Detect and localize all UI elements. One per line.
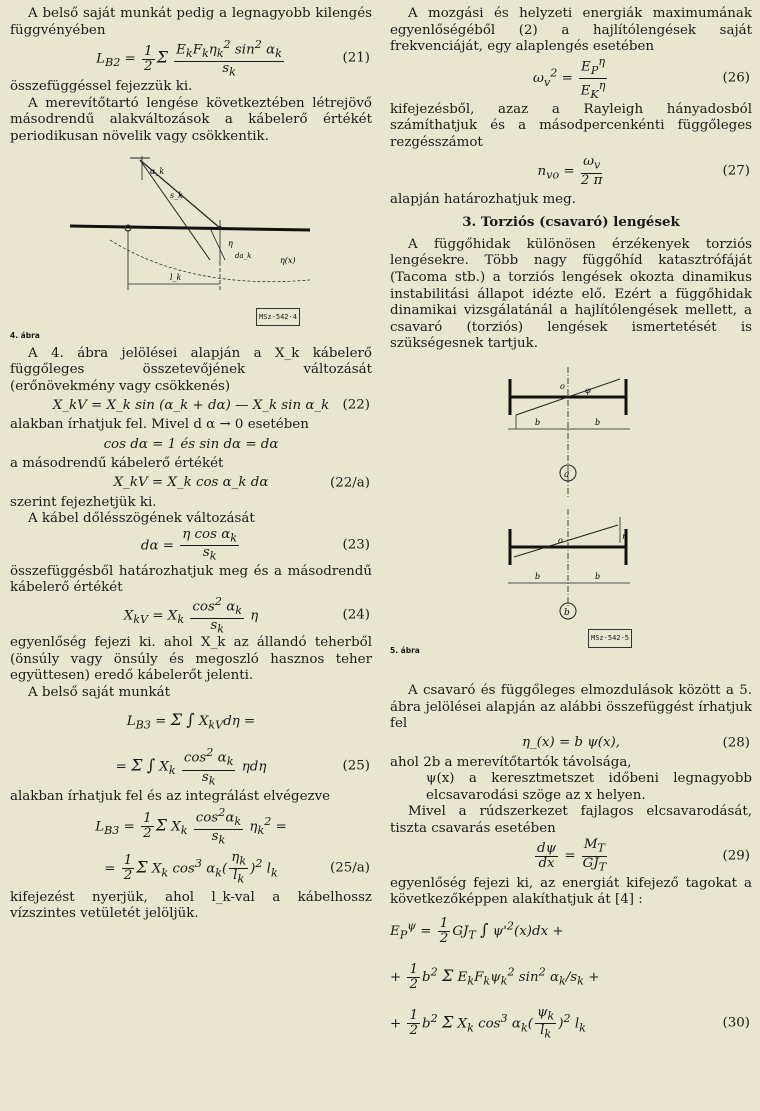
paragraph: alapján határozhatjuk meg. bbox=[390, 191, 576, 207]
equation-number: (25) bbox=[342, 758, 370, 774]
label-b2: b bbox=[595, 417, 601, 427]
paragraph: A 4. ábra jelölései alapján a X_k kábelerő függőleges összetevőjének változását (erőnövekmény vagy csökkenés) bbox=[10, 345, 372, 394]
paragraph: Mivel a rúdszerkezet fajlagos elcsavarodását, tiszta csavarás esetében bbox=[390, 804, 752, 837]
equation-text: $\frac{d\psi}{dx}$ = $\frac{M_T}{GJ_T}$ bbox=[537, 837, 607, 874]
paragraph: A csavaró és függőleges elmozdulások között a 5. ábra jelölései alapján az alábbi összefüggést írhatjuk fel bbox=[390, 682, 752, 732]
paragraph: alakban írhatjuk fel. Mivel d α → 0 esetében bbox=[10, 417, 309, 433]
figure-4-drawing bbox=[10, 150, 372, 342]
equation-text: $E_P^\psi$ = $\frac{1}{2}$ $GJ_T$ ∫ $\psi'^2(x)dx$ + bbox=[390, 916, 564, 947]
equation-25c-a bbox=[10, 806, 372, 848]
figure-stamp: MSz-542-4 bbox=[256, 308, 300, 327]
equation-text: X_kV = X_k sin (α_k + dα) — X_k sin α_k bbox=[52, 398, 330, 414]
paragraph: összefüggésből határozhatjuk meg és a másodrendű kábelerő értékét bbox=[10, 563, 372, 596]
paragraph: egyenlőség fejezi ki. ahol X_k az állandó teherből (önsúly vagy önsúly és megoszló hasznos teher együttesen) eredő kábelerőt jelenti. bbox=[10, 634, 372, 684]
equation-23 bbox=[10, 528, 372, 564]
equation-number: (29) bbox=[722, 848, 750, 864]
equation-text: $\omega_v^2$ = $\frac{E_P^\eta}{E_K^\eta}$ bbox=[532, 55, 606, 102]
label-ak: α_k bbox=[150, 166, 165, 176]
equation-text: $n_{vo}$ = $\frac{\omega_v}{2 \pi}$ bbox=[537, 154, 603, 188]
definition-line: ψ(x) a keresztmetszet időbeni legnagyobb elcsavarodási szöge az x helyen. bbox=[426, 771, 752, 803]
equation-26 bbox=[390, 56, 752, 102]
equation-27 bbox=[390, 152, 752, 192]
label-o: o bbox=[560, 381, 565, 391]
left-column bbox=[10, 6, 372, 923]
paragraph: alakban írhatjuk fel és az integrálást elvégezve bbox=[10, 789, 331, 805]
label-etax: η(x) bbox=[280, 255, 296, 265]
equation-28 bbox=[390, 733, 752, 755]
figure-caption: 4. ábra bbox=[10, 330, 40, 340]
equation-text: $L_{B2}$ = $\frac{1}{2}$ Σ $\frac{E_kF_k\eta_k^2 \sin^2 \alpha_k}{s_k}$ bbox=[96, 38, 282, 80]
paragraph: A kábel dőlésszögének változását bbox=[28, 511, 255, 527]
equation-number: (23) bbox=[342, 537, 370, 553]
paragraph: A belső saját munkát bbox=[28, 684, 170, 700]
label-sk: s_k bbox=[170, 190, 183, 200]
equation-24 bbox=[10, 597, 372, 635]
label-phi: φ bbox=[585, 385, 591, 395]
label-b1: b bbox=[535, 417, 541, 427]
paragraph: szerint fejezhetjük ki. bbox=[10, 494, 157, 510]
figure-stamp: MSz-542-5 bbox=[588, 629, 632, 648]
equation-text: + $\frac{1}{2}$ $b^2$ Σ $E_kF_k\psi_k^2$ $\sin^2 \alpha_k/s_k$ + bbox=[390, 962, 600, 993]
equation-30b bbox=[390, 955, 752, 1001]
paragraph: A függőhidak különösen érzékenyek torziós lengésekre. Több nagy függőhíd katasztrófáját (Tacoma stb.) a torziós lengések okozta dinamikus instabilitási állapot idézte elő. Ezért a függőhidak dinamikai vizsgálatánál a hajlítólengések mellett, a csavaró (torziós) lengések ismertetését is szükségesnek tartjuk. bbox=[390, 236, 752, 352]
equation-22a bbox=[10, 473, 372, 495]
equation-number: (21) bbox=[342, 50, 370, 66]
equation-30c bbox=[390, 1001, 752, 1047]
equation-number: (22) bbox=[342, 398, 370, 414]
label-a: a bbox=[564, 469, 570, 480]
label-eta: η bbox=[228, 238, 233, 248]
equation-text: $L_{B3} = \Sigma$ ∫ $X_{kV}d\eta$ = bbox=[126, 710, 256, 732]
equation-30a bbox=[390, 909, 752, 955]
equation-text: dα = $\frac{\eta \cos \alpha_k}{s_k}$ bbox=[140, 526, 238, 563]
section-heading: 3. Torziós (csavaró) lengések bbox=[462, 214, 680, 231]
equation-text: η_(x) = b ψ(x), bbox=[521, 735, 621, 751]
equation-22 bbox=[10, 395, 372, 417]
paragraph: összefüggéssel fejezzük ki. bbox=[10, 79, 193, 95]
equation-25a bbox=[10, 701, 372, 745]
equation-number: (22/a) bbox=[330, 475, 370, 491]
equation-text: + $\frac{1}{2}$ $b^2$ Σ $X_k$ $\cos^3 \alpha_k$( $\frac{\psi_k}{l_k}$ )$^2$ $l_k$ bbox=[390, 1004, 586, 1042]
figure-4 bbox=[10, 150, 372, 342]
equation-text: X_kV = X_k cos α_k dα bbox=[113, 475, 269, 491]
equation-text: = Σ ∫ $X_k$ $\frac{\cos^2 \alpha_k}{s_k}$ ηdη bbox=[115, 746, 267, 788]
equation-text: $L_{B3}$ = $\frac{1}{2}$ Σ $X_k$ $\frac{\cos^2\alpha_k}{s_k}$ $\eta_k^2$ = bbox=[95, 805, 287, 847]
equation-number: (28) bbox=[722, 735, 750, 751]
paragraph: A mozgási és helyzeti energiák maximumának egyenlőségéből (2) a hajlítólengések saját frekvenciáját, egy alaplengés esetében bbox=[390, 6, 752, 55]
equation-number: (24) bbox=[342, 607, 370, 623]
definition-line: ahol 2b a merevítőtartók távolsága, bbox=[390, 754, 632, 770]
equation-number: (27) bbox=[722, 163, 750, 179]
equation-number: (30) bbox=[722, 1015, 750, 1031]
paragraph: a másodrendű kábelerő értékét bbox=[10, 455, 224, 471]
label-o-b: o bbox=[558, 535, 563, 545]
paragraph: A merevítőtartó lengése következtében létrejövő másodrendű alakváltozások a kábelerő értékét periodikusan növelik vagy csökkentik. bbox=[10, 95, 372, 144]
label-b: b bbox=[564, 607, 570, 618]
label-dak: da_k bbox=[235, 251, 252, 260]
equation-29 bbox=[390, 838, 752, 876]
figure-5-drawing bbox=[390, 357, 752, 679]
figure-5 bbox=[390, 357, 752, 679]
label-eta-b: η bbox=[622, 531, 627, 541]
equation-cos bbox=[10, 434, 372, 456]
paragraph: A belső saját munkát pedig a legnagyobb kilengés függvényében bbox=[10, 6, 372, 38]
figure-caption: 5. ábra bbox=[390, 645, 420, 655]
equation-21 bbox=[10, 39, 372, 79]
equation-text: cos dα = 1 és sin dα = dα bbox=[103, 436, 279, 452]
label-lk: l_k bbox=[170, 272, 182, 282]
equation-number: (26) bbox=[722, 70, 750, 86]
label-b2-b: b bbox=[595, 571, 601, 581]
equation-25b bbox=[10, 745, 372, 789]
equation-25c-b bbox=[10, 848, 372, 890]
label-b1-b: b bbox=[535, 571, 541, 581]
paragraph: egyenlőség fejezi ki, az energiát kifejező tagokat a következőképpen alakíthatjuk át [4] : bbox=[390, 875, 752, 908]
equation-text: = $\frac{1}{2}$ Σ $X_k$ $\cos^3 \alpha_k$( $\frac{\eta_k}{l_k}$ )$^2$ $l_k$ bbox=[104, 849, 278, 887]
equation-text: $X_{kV} = X_k$ $\frac{\cos^2 \alpha_k}{s_k}$ η bbox=[123, 595, 259, 636]
equation-number: (25/a) bbox=[330, 860, 370, 876]
right-column bbox=[390, 6, 752, 1047]
paragraph: kifejezésből, azaz a Rayleigh hányadosból számíthatjuk és a másodpercenkénti függőleges rezgésszámot bbox=[390, 101, 752, 150]
paragraph: kifejezést nyerjük, ahol l_k-val a kábelhossz vízszintes vetületét jelöljük. bbox=[10, 889, 372, 922]
